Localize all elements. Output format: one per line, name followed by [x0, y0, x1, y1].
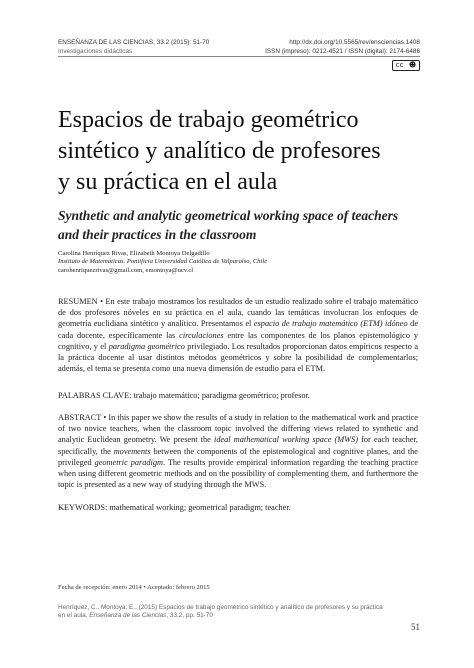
subtitle-line-1: Synthetic and analytic geometrical working space of teachers — [58, 208, 399, 223]
doi-issn-block — [265, 38, 420, 56]
keywords-label: KEYWORDS: — [58, 503, 108, 512]
abstract-emphasis-1: ideal mathematical working space (MWS) — [214, 435, 358, 445]
attribution-icon: ☻ — [408, 61, 417, 69]
citation-text-2: , 33.2, pp. 51-70 — [166, 612, 213, 620]
journal-section: Investigaciones didácticas — [58, 48, 133, 55]
palabras-clave-text: trabajo matemático; paradigma geométrico; profesor. — [133, 391, 310, 400]
article-english-title — [58, 206, 428, 244]
creative-commons-badge[interactable] — [392, 60, 420, 71]
cc-icon: cc — [395, 61, 404, 69]
title-line-2: sintético y analítico de profesores — [58, 138, 381, 164]
palabras-clave-label: PALABRAS CLAVE: — [58, 391, 132, 400]
resumen-emphasis-2: circulaciones — [179, 330, 224, 340]
keywords-text: mathematical working; geometrical paradigm; teacher. — [109, 503, 291, 512]
resumen-text-1: En este trabajo mostramos los resultados de un estudio realizado sobre el trabajo matemático de dos profesores nóveles en su práctica en el aula, cuando las temáticas involucran los enfoques de geometría euclidiana sintético y analítico. Presentamos el — [58, 297, 419, 329]
journal-header — [58, 38, 209, 56]
resumen-text-3: entre las componentes de los planos epistemológico y cognitivo, y el — [58, 330, 418, 351]
abstract-emphasis-2: movements — [113, 446, 151, 456]
article-title — [58, 105, 428, 198]
citation-text-1: Henríquez, C., Montoya, E., (2015) Espacios de trabajo geométrico sintético y analítico de profesores y su práctica en el aula. — [58, 604, 383, 620]
abstract-text-1: In this paper we show the results of a study in relation to the mathematical work and practice of two novice teachers, when the classroom topic involved the differing views related to synthetic and analytic Euclidean geometry. We present the — [58, 413, 418, 445]
palabras-clave-section — [58, 390, 418, 401]
subtitle-line-2: and their practices in the classroom — [58, 227, 257, 242]
page-number: 51 — [411, 622, 420, 632]
abstract-section — [58, 412, 418, 490]
issn-text: ISSN (impreso): 0212-4521 / ISSN (digital): 2174-6486 — [265, 48, 420, 55]
resumen-emphasis-3: paradigma geométrico — [108, 341, 185, 351]
author-emails[interactable]: carohenriquezrivas@gmail.com, emontoya@ucv.cl — [58, 266, 194, 274]
resumen-section — [58, 296, 418, 374]
title-line-1: Espacios de trabajo geométrico — [58, 107, 359, 133]
keywords-section — [58, 502, 418, 513]
doi-link[interactable]: http://dx.doi.org/10.5565/rev/ensciencias.1408 — [289, 39, 420, 46]
abstract-label: ABSTRACT • — [58, 413, 107, 422]
author-block — [58, 250, 267, 275]
abstract-emphasis-3: geometric paradigm — [94, 457, 163, 467]
abstract-text-4: . The results provide empirical information regarding the teaching practice when using different geometric methods and on the possibility of complementing them, and furthermore the topic is presented as a new way of studying through the MWS. — [58, 457, 418, 490]
header-divider — [58, 56, 420, 57]
resumen-text-2: de cada docente, específicamente las — [58, 319, 419, 340]
abstract-text-3: between the components of the epistemological and cognitive planes, and the privileged — [58, 446, 418, 467]
resumen-text-4: privilegiado. Los resultados proporcionan datos empíricos respecto a la práctica docente al usar distintos métodos geométricos y sobre la posibilidad de complementarlos; además, el tema se presenta como una nueva dimensión de estudio para el ETM. — [58, 341, 418, 374]
journal-citation: ENSEÑANZA DE LAS CIENCIAS, 33.2 (2015): 51-70 — [58, 39, 210, 46]
resumen-label: RESUMEN • — [58, 297, 103, 306]
title-line-3: y su práctica en el aula — [58, 169, 278, 195]
citation-footer — [58, 604, 388, 621]
author-institution: Instituto de Matemáticas. Pontificia Universidad Católica de Valparaíso, Chile — [58, 258, 268, 266]
submission-dates: Fecha de recepción: enero 2014 • Aceptado: febrero 2015 — [58, 584, 210, 591]
resumen-emphasis-1: espacio de trabajo matemático (ETM) idóneo — [253, 319, 408, 329]
citation-journal: Enseñanza de las Ciencias — [89, 612, 167, 620]
abstract-text-2: for each teacher, specifically, the — [58, 435, 418, 456]
author-names: Carolina Henríquez Rivas, Elizabeth Montoya Delgadillo — [58, 250, 210, 257]
